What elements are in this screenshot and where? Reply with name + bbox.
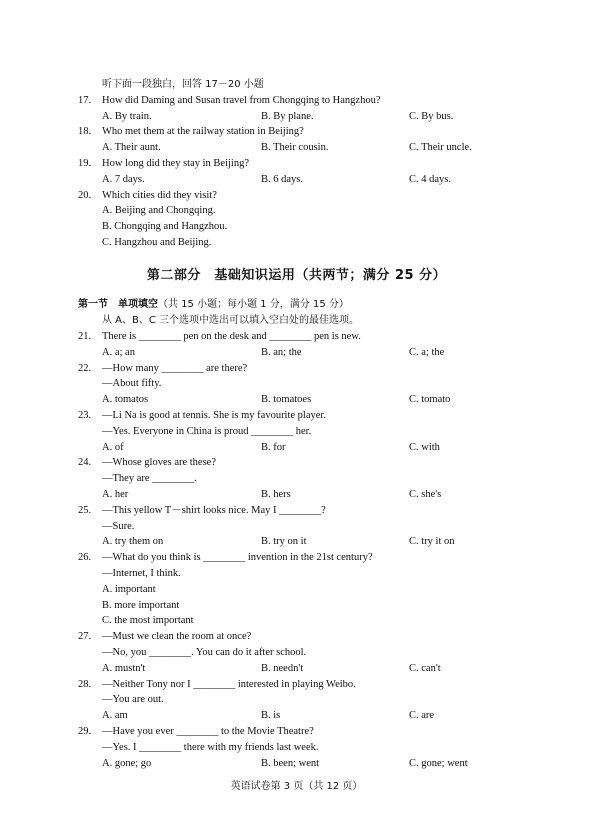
- option-row: [0, 708, 593, 724]
- option-c[interactable]: C. Hangzhou and Beijing.: [102, 236, 212, 248]
- option-b[interactable]: B. been; went: [261, 757, 320, 769]
- option-row: [0, 109, 593, 125]
- question-number: 22.: [78, 362, 92, 374]
- question-stem-line: [0, 376, 593, 392]
- option-a[interactable]: A. try them on: [102, 536, 164, 548]
- question-text: —Must we clean the room at once?: [102, 631, 252, 643]
- option-b[interactable]: B. By plane.: [261, 110, 314, 122]
- section-one-instruction: 从 A、B、C 三个选项中选出可以填入空白处的最佳选项。: [102, 315, 360, 326]
- question-stem-line: [0, 740, 593, 756]
- option-row: [0, 756, 593, 772]
- option-row: [0, 534, 593, 550]
- question-text: —Li Na is good at tennis. She is my favourite player.: [102, 409, 326, 421]
- question-text: How did Daming and Susan travel from Chongqing to Hangzhou?: [102, 94, 381, 106]
- question-number: 23.: [78, 409, 92, 421]
- question-23: [0, 408, 593, 455]
- question-21: [0, 329, 593, 361]
- question-number: 26.: [78, 552, 92, 564]
- question-stem-line: [0, 124, 593, 140]
- question-number: 25.: [78, 504, 92, 516]
- question-29: [0, 724, 593, 771]
- question-stem-line: [0, 692, 593, 708]
- question-text: —What do you think is ________ invention in the 21st century?: [102, 552, 373, 564]
- option-row: [0, 613, 593, 629]
- question-text: —About fifty.: [102, 378, 162, 390]
- question-17: [0, 93, 593, 125]
- question-stem-line: [0, 424, 593, 440]
- question-24: [0, 455, 593, 502]
- question-22: [0, 361, 593, 408]
- option-b[interactable]: B. tomatoes: [261, 394, 312, 406]
- question-text: —Yes. Everyone in China is proud ________ her.: [102, 425, 312, 437]
- question-text: —How many ________ are there?: [102, 362, 248, 374]
- question-28: [0, 677, 593, 724]
- option-row: [0, 203, 593, 219]
- question-stem-line: [0, 645, 593, 661]
- option-c[interactable]: C. By bus.: [409, 110, 454, 122]
- question-text: How long did they stay in Beijing?: [102, 157, 249, 169]
- question-25: [0, 503, 593, 550]
- question-stem-line: [0, 93, 593, 109]
- question-stem-line: [0, 677, 593, 693]
- question-text: —Internet, I think.: [102, 567, 181, 579]
- option-c[interactable]: C. she's: [409, 488, 442, 500]
- question-stem-line: [0, 724, 593, 740]
- question-stem-line: [0, 329, 593, 345]
- option-b[interactable]: B. 6 days.: [261, 173, 303, 185]
- question-stem-line: [0, 361, 593, 377]
- section-one-note: （共 15 小题；每小题 1 分，满分 15 分）: [158, 299, 349, 310]
- question-text: —You are out.: [102, 694, 164, 706]
- question-number: 24.: [78, 457, 92, 469]
- multiple-choice-section: [0, 329, 593, 771]
- question-stem-line: [0, 156, 593, 172]
- option-a[interactable]: A. her: [102, 488, 129, 500]
- listening-intro: 听下面一段独白，回答 17－20 小题: [102, 79, 264, 90]
- option-row: [0, 392, 593, 408]
- option-b[interactable]: B. needn't: [261, 662, 304, 674]
- section-one-label: 第一节 单项填空: [78, 299, 158, 310]
- option-b[interactable]: B. Their cousin.: [261, 142, 329, 154]
- page-footer: 英语试卷第 3 页（共 12 页）: [230, 781, 363, 792]
- question-text: —Yes. I ________ there with my friends last week.: [102, 741, 319, 753]
- section-one-title: [78, 297, 349, 313]
- option-c[interactable]: C. Their uncle.: [409, 142, 472, 154]
- option-row: [0, 598, 593, 614]
- question-text: —Whose gloves are these?: [102, 457, 216, 469]
- option-a[interactable]: A. a; an: [102, 346, 135, 358]
- option-c[interactable]: C. with: [409, 441, 440, 453]
- question-stem-line: [0, 629, 593, 645]
- option-a[interactable]: A. am: [102, 710, 128, 722]
- option-row: [0, 172, 593, 188]
- option-c[interactable]: C. gone; went: [409, 757, 468, 769]
- question-number: 27.: [78, 631, 92, 643]
- part-two-title: 第二部分 基础知识运用（共两节；满分 25 分）: [146, 268, 447, 283]
- option-row: [0, 219, 593, 235]
- question-stem-line: [0, 471, 593, 487]
- option-row: [0, 345, 593, 361]
- option-row: [0, 440, 593, 456]
- option-b[interactable]: B. try on it: [261, 536, 307, 548]
- question-number: 18.: [78, 126, 92, 138]
- option-b[interactable]: B. for: [261, 441, 286, 453]
- question-stem-line: [0, 519, 593, 535]
- option-row: [0, 661, 593, 677]
- option-a[interactable]: A. 7 days.: [102, 173, 145, 185]
- option-a[interactable]: A. of: [102, 441, 124, 453]
- question-text: —Neither Tony nor I ________ interested in playing Weibo.: [102, 678, 356, 690]
- option-row: [0, 487, 593, 503]
- option-a[interactable]: A. important: [102, 583, 156, 595]
- option-c[interactable]: C. are: [409, 710, 435, 722]
- question-number: 20.: [78, 189, 92, 201]
- question-number: 28.: [78, 678, 92, 690]
- listening-section: [0, 77, 593, 251]
- question-18: [0, 124, 593, 156]
- option-row: [0, 582, 593, 598]
- listening-intro-line: [0, 77, 593, 93]
- option-c[interactable]: C. tomato: [409, 394, 451, 406]
- option-c[interactable]: C. try it on: [409, 536, 455, 548]
- question-26: [0, 550, 593, 629]
- option-a[interactable]: A. gone; go: [102, 757, 152, 769]
- option-c[interactable]: C. the most important: [102, 615, 194, 627]
- question-20: [0, 188, 593, 251]
- option-b[interactable]: B. hers: [261, 488, 291, 500]
- option-b[interactable]: B. more important: [102, 599, 180, 611]
- question-stem-line: [0, 550, 593, 566]
- option-c[interactable]: C. 4 days.: [409, 173, 451, 185]
- question-19: [0, 156, 593, 188]
- question-text: —Sure.: [102, 520, 135, 532]
- question-27: [0, 629, 593, 676]
- option-row: [0, 140, 593, 156]
- question-text: —No, you ________. You can do it after school.: [102, 646, 307, 658]
- option-c[interactable]: C. a; the: [409, 346, 445, 358]
- option-a[interactable]: A. tomatos: [102, 394, 149, 406]
- question-text: —Have you ever ________ to the Movie Theatre?: [102, 725, 314, 737]
- option-b[interactable]: B. is: [261, 710, 281, 722]
- option-c[interactable]: C. can't: [409, 662, 441, 674]
- question-text: —They are ________.: [102, 473, 197, 485]
- option-a[interactable]: A. Beijing and Chongqing.: [102, 205, 216, 217]
- question-stem-line: [0, 188, 593, 204]
- question-text: Which cities did they visit?: [102, 189, 217, 201]
- question-number: 19.: [78, 157, 92, 169]
- question-stem-line: [0, 455, 593, 471]
- question-stem-line: [0, 503, 593, 519]
- question-text: Who met them at the railway station in Beijing?: [102, 126, 304, 138]
- question-number: 17.: [78, 94, 92, 106]
- question-stem-line: [0, 408, 593, 424]
- option-b[interactable]: B. Chongqing and Hangzhou.: [102, 221, 228, 233]
- question-number: 29.: [78, 725, 92, 737]
- question-text: —This yellow T－shirt looks nice. May I ________?: [102, 504, 326, 516]
- option-a[interactable]: A. Their aunt.: [102, 142, 161, 154]
- option-b[interactable]: B. an; the: [261, 346, 302, 358]
- option-a[interactable]: A. By train.: [102, 110, 152, 122]
- question-stem-line: [0, 566, 593, 582]
- question-text: There is ________ pen on the desk and ________ pen is new.: [102, 331, 361, 342]
- question-number: 21.: [78, 331, 92, 342]
- option-a[interactable]: A. mustn't: [102, 662, 146, 674]
- option-row: [0, 235, 593, 251]
